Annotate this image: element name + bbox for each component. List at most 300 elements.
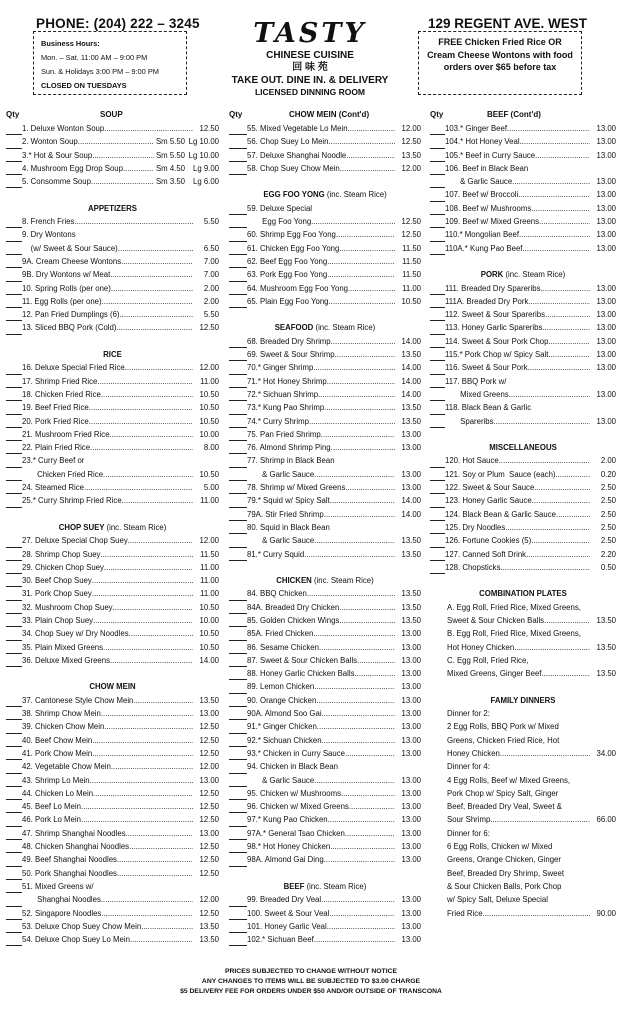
menu-item[interactable] <box>6 880 219 893</box>
qty-blank[interactable] <box>229 512 247 521</box>
menu-item[interactable] <box>430 188 616 201</box>
qty-blank[interactable] <box>229 791 247 800</box>
menu-item[interactable] <box>229 587 421 600</box>
qty-blank[interactable] <box>6 233 22 242</box>
menu-item[interactable] <box>6 162 219 175</box>
menu-item[interactable] <box>229 295 421 308</box>
menu-item[interactable] <box>6 920 219 933</box>
qty-blank[interactable] <box>6 140 22 149</box>
qty-blank[interactable] <box>229 632 247 641</box>
menu-item[interactable] <box>229 481 421 494</box>
menu-item[interactable] <box>6 587 219 600</box>
qty-blank[interactable] <box>229 166 247 175</box>
qty-blank[interactable] <box>229 392 247 401</box>
qty-blank[interactable] <box>430 366 445 375</box>
menu-item[interactable] <box>430 162 616 175</box>
menu-item[interactable] <box>229 760 421 773</box>
menu-item[interactable] <box>229 667 421 680</box>
menu-item[interactable] <box>6 295 219 308</box>
menu-item[interactable] <box>430 135 616 148</box>
menu-item[interactable] <box>229 548 421 561</box>
menu-item[interactable] <box>229 162 421 175</box>
menu-item[interactable] <box>430 228 616 241</box>
qty-blank[interactable] <box>6 618 22 627</box>
qty-blank[interactable] <box>229 911 247 920</box>
menu-item[interactable] <box>229 361 421 374</box>
menu-item[interactable] <box>6 149 219 162</box>
qty-blank[interactable] <box>6 818 22 827</box>
menu-item[interactable] <box>229 614 421 627</box>
qty-blank[interactable] <box>430 565 445 574</box>
menu-item[interactable] <box>430 747 616 760</box>
menu-item[interactable] <box>6 933 219 946</box>
menu-item[interactable] <box>6 308 219 321</box>
menu-item[interactable] <box>430 388 616 401</box>
qty-blank[interactable] <box>6 738 22 747</box>
qty-blank[interactable] <box>229 711 247 720</box>
menu-item[interactable] <box>430 401 616 414</box>
menu-item[interactable] <box>229 707 421 720</box>
menu-item[interactable] <box>430 827 616 840</box>
menu-item[interactable] <box>430 335 616 348</box>
menu-item[interactable] <box>430 494 616 507</box>
qty-blank[interactable] <box>229 525 247 534</box>
menu-item[interactable] <box>229 920 421 933</box>
menu-item[interactable] <box>6 228 219 241</box>
qty-blank[interactable] <box>6 312 22 321</box>
menu-item[interactable] <box>6 375 219 388</box>
menu-item[interactable] <box>229 228 421 241</box>
qty-blank[interactable] <box>229 406 247 415</box>
menu-item[interactable] <box>6 614 219 627</box>
qty-blank[interactable] <box>430 512 445 521</box>
qty-blank[interactable] <box>430 472 445 481</box>
qty-blank[interactable] <box>6 445 22 454</box>
menu-item[interactable] <box>430 149 616 162</box>
menu-item[interactable] <box>430 667 616 680</box>
qty-blank[interactable] <box>430 499 445 508</box>
qty-blank[interactable] <box>229 778 247 787</box>
qty-blank[interactable] <box>430 539 445 548</box>
menu-item[interactable] <box>229 468 421 481</box>
menu-item[interactable] <box>6 774 219 787</box>
qty-blank[interactable] <box>6 432 22 441</box>
menu-item[interactable] <box>430 202 616 215</box>
menu-item[interactable] <box>430 375 616 388</box>
menu-item[interactable] <box>6 907 219 920</box>
menu-item[interactable] <box>6 654 219 667</box>
qty-blank[interactable] <box>430 166 445 175</box>
qty-blank[interactable] <box>430 379 445 388</box>
qty-blank[interactable] <box>229 339 247 348</box>
menu-item[interactable] <box>430 508 616 521</box>
menu-item[interactable] <box>430 853 616 866</box>
menu-item[interactable] <box>6 481 219 494</box>
qty-blank[interactable] <box>229 153 247 162</box>
qty-blank[interactable] <box>6 804 22 813</box>
menu-item[interactable] <box>229 627 421 640</box>
qty-blank[interactable] <box>6 472 22 481</box>
qty-blank[interactable] <box>430 406 445 415</box>
menu-item[interactable] <box>229 641 421 654</box>
qty-blank[interactable] <box>6 166 22 175</box>
qty-blank[interactable] <box>229 273 247 282</box>
qty-blank[interactable] <box>430 299 445 308</box>
qty-blank[interactable] <box>6 578 22 587</box>
menu-item[interactable] <box>6 720 219 733</box>
menu-item[interactable] <box>6 268 219 281</box>
menu-item[interactable] <box>6 548 219 561</box>
menu-item[interactable] <box>6 707 219 720</box>
menu-item[interactable] <box>430 282 616 295</box>
qty-blank[interactable] <box>430 140 445 149</box>
menu-item[interactable] <box>6 893 219 906</box>
menu-item[interactable] <box>229 335 421 348</box>
menu-item[interactable] <box>430 774 616 787</box>
menu-item[interactable] <box>229 428 421 441</box>
menu-item[interactable] <box>6 574 219 587</box>
menu-item[interactable] <box>430 534 616 547</box>
menu-item[interactable] <box>6 215 219 228</box>
menu-item[interactable] <box>6 175 219 188</box>
menu-item[interactable] <box>430 454 616 467</box>
menu-item[interactable] <box>6 800 219 813</box>
menu-item[interactable] <box>229 747 421 760</box>
qty-blank[interactable] <box>229 592 247 601</box>
menu-item[interactable] <box>430 468 616 481</box>
menu-item[interactable] <box>430 321 616 334</box>
menu-item[interactable] <box>430 893 616 906</box>
menu-item[interactable] <box>6 415 219 428</box>
menu-item[interactable] <box>6 441 219 454</box>
menu-item[interactable] <box>229 282 421 295</box>
menu-item[interactable] <box>430 122 616 135</box>
menu-item[interactable] <box>430 787 616 800</box>
menu-item[interactable] <box>6 135 219 148</box>
menu-item[interactable] <box>430 627 616 640</box>
qty-blank[interactable] <box>229 140 247 149</box>
qty-blank[interactable] <box>6 499 22 508</box>
qty-blank[interactable] <box>430 193 445 202</box>
menu-item[interactable] <box>229 800 421 813</box>
qty-blank[interactable] <box>430 246 445 255</box>
menu-item[interactable] <box>229 813 421 826</box>
menu-item[interactable] <box>6 321 219 334</box>
qty-blank[interactable] <box>6 632 22 641</box>
menu-item[interactable] <box>6 601 219 614</box>
menu-item[interactable] <box>6 242 219 255</box>
qty-blank[interactable] <box>229 605 247 614</box>
menu-item[interactable] <box>229 680 421 693</box>
qty-blank[interactable] <box>229 126 247 135</box>
qty-blank[interactable] <box>430 179 445 188</box>
qty-blank[interactable] <box>6 898 22 907</box>
qty-blank[interactable] <box>6 937 22 946</box>
menu-item[interactable] <box>229 135 421 148</box>
qty-blank[interactable] <box>430 312 445 321</box>
menu-item[interactable] <box>229 348 421 361</box>
menu-item[interactable] <box>430 561 616 574</box>
qty-blank[interactable] <box>229 219 247 228</box>
qty-blank[interactable] <box>430 525 445 534</box>
menu-item[interactable] <box>6 494 219 507</box>
menu-item[interactable] <box>229 215 421 228</box>
menu-item[interactable] <box>6 787 219 800</box>
menu-item[interactable] <box>430 521 616 534</box>
menu-item[interactable] <box>6 401 219 414</box>
qty-blank[interactable] <box>229 246 247 255</box>
menu-item[interactable] <box>430 614 616 627</box>
qty-blank[interactable] <box>229 858 247 867</box>
qty-blank[interactable] <box>229 804 247 813</box>
menu-item[interactable] <box>229 242 421 255</box>
qty-blank[interactable] <box>6 725 22 734</box>
menu-item[interactable] <box>430 840 616 853</box>
menu-item[interactable] <box>6 840 219 853</box>
qty-blank[interactable] <box>6 565 22 574</box>
qty-blank[interactable] <box>229 379 247 388</box>
menu-item[interactable] <box>6 734 219 747</box>
qty-blank[interactable] <box>229 765 247 774</box>
qty-blank[interactable] <box>229 286 247 295</box>
qty-blank[interactable] <box>430 392 445 401</box>
qty-blank[interactable] <box>6 273 22 282</box>
menu-item[interactable] <box>430 601 616 614</box>
qty-blank[interactable] <box>430 219 445 228</box>
qty-blank[interactable] <box>6 605 22 614</box>
menu-item[interactable] <box>6 827 219 840</box>
menu-item[interactable] <box>229 907 421 920</box>
qty-blank[interactable] <box>6 592 22 601</box>
menu-item[interactable] <box>6 282 219 295</box>
qty-blank[interactable] <box>6 884 22 893</box>
qty-blank[interactable] <box>6 299 22 308</box>
qty-blank[interactable] <box>229 698 247 707</box>
menu-item[interactable] <box>6 694 219 707</box>
qty-blank[interactable] <box>229 844 247 853</box>
dot-leader <box>110 428 193 441</box>
menu-item[interactable] <box>430 242 616 255</box>
qty-blank[interactable] <box>6 911 22 920</box>
qty-blank[interactable] <box>430 153 445 162</box>
qty-blank[interactable] <box>229 299 247 308</box>
qty-blank[interactable] <box>6 871 22 880</box>
qty-blank[interactable] <box>229 645 247 654</box>
qty-blank[interactable] <box>6 126 22 135</box>
menu-item[interactable] <box>229 720 421 733</box>
qty-blank[interactable] <box>430 419 445 428</box>
menu-item[interactable] <box>229 787 421 800</box>
qty-blank[interactable] <box>229 685 247 694</box>
menu-item[interactable] <box>430 308 616 321</box>
qty-blank[interactable] <box>6 219 22 228</box>
menu-item[interactable] <box>6 122 219 135</box>
menu-item[interactable] <box>430 720 616 733</box>
qty-blank[interactable] <box>6 698 22 707</box>
qty-blank[interactable] <box>6 552 22 561</box>
menu-item[interactable] <box>430 800 616 813</box>
menu-item[interactable] <box>229 840 421 853</box>
qty-blank[interactable] <box>229 552 247 561</box>
qty-blank[interactable] <box>6 778 22 787</box>
qty-blank[interactable] <box>6 326 22 335</box>
menu-item[interactable] <box>6 627 219 640</box>
qty-blank[interactable] <box>6 924 22 933</box>
qty-blank[interactable] <box>6 392 22 401</box>
qty-blank[interactable] <box>6 259 22 268</box>
qty-blank[interactable] <box>6 379 22 388</box>
menu-item[interactable] <box>430 361 616 374</box>
qty-blank[interactable] <box>229 206 247 215</box>
qty-blank[interactable] <box>430 352 445 361</box>
qty-blank[interactable] <box>229 738 247 747</box>
qty-blank[interactable] <box>6 153 22 162</box>
menu-item[interactable] <box>430 734 616 747</box>
qty-blank[interactable] <box>229 352 247 361</box>
menu-item[interactable] <box>430 880 616 893</box>
menu-item[interactable] <box>6 361 219 374</box>
qty-blank[interactable] <box>6 539 22 548</box>
qty-blank[interactable] <box>229 499 247 508</box>
qty-blank[interactable] <box>6 366 22 375</box>
menu-item[interactable] <box>229 601 421 614</box>
menu-item[interactable] <box>229 255 421 268</box>
qty-blank[interactable] <box>6 831 22 840</box>
qty-blank[interactable] <box>430 126 445 135</box>
menu-item[interactable] <box>229 388 421 401</box>
menu-item[interactable] <box>229 534 421 547</box>
menu-item[interactable] <box>229 853 421 866</box>
menu-item[interactable] <box>229 694 421 707</box>
menu-item[interactable] <box>229 654 421 667</box>
menu-item[interactable] <box>430 348 616 361</box>
menu-item[interactable] <box>6 747 219 760</box>
qty-blank[interactable] <box>229 818 247 827</box>
menu-item[interactable] <box>229 268 421 281</box>
qty-blank[interactable] <box>6 645 22 654</box>
menu-item[interactable] <box>229 827 421 840</box>
menu-item[interactable] <box>229 401 421 414</box>
qty-blank[interactable] <box>6 246 22 255</box>
qty-blank[interactable] <box>430 286 445 295</box>
menu-item[interactable] <box>6 388 219 401</box>
menu-item[interactable] <box>229 933 421 946</box>
menu-item[interactable] <box>430 215 616 228</box>
menu-item[interactable] <box>6 867 219 880</box>
qty-blank[interactable] <box>6 485 22 494</box>
menu-item[interactable] <box>430 481 616 494</box>
qty-blank[interactable] <box>229 472 247 481</box>
menu-item[interactable] <box>430 415 616 428</box>
menu-item[interactable] <box>6 813 219 826</box>
menu-item[interactable] <box>6 468 219 481</box>
phone-number[interactable]: PHONE: (204) 222 – 3245 <box>36 16 200 31</box>
qty-blank[interactable] <box>6 751 22 760</box>
qty-blank[interactable] <box>229 432 247 441</box>
qty-blank[interactable] <box>229 539 247 548</box>
menu-item[interactable] <box>430 867 616 880</box>
qty-blank[interactable] <box>229 366 247 375</box>
qty-blank[interactable] <box>430 233 445 242</box>
qty-blank[interactable] <box>229 233 247 242</box>
qty-blank[interactable] <box>229 259 247 268</box>
qty-blank[interactable] <box>6 286 22 295</box>
qty-blank[interactable] <box>229 658 247 667</box>
menu-item[interactable] <box>229 415 421 428</box>
qty-blank[interactable] <box>229 419 247 428</box>
qty-blank[interactable] <box>229 459 247 468</box>
menu-item[interactable] <box>229 893 421 906</box>
qty-blank[interactable] <box>229 831 247 840</box>
menu-item[interactable] <box>6 428 219 441</box>
qty-blank[interactable] <box>229 751 247 760</box>
qty-blank[interactable] <box>430 206 445 215</box>
qty-blank[interactable] <box>229 725 247 734</box>
qty-blank[interactable] <box>229 937 247 946</box>
menu-item[interactable] <box>229 508 421 521</box>
qty-blank[interactable] <box>430 552 445 561</box>
menu-item[interactable] <box>430 707 616 720</box>
menu-item[interactable] <box>229 734 421 747</box>
menu-item[interactable] <box>430 175 616 188</box>
menu-item[interactable] <box>229 521 421 534</box>
qty-blank[interactable] <box>6 658 22 667</box>
qty-blank[interactable] <box>6 459 22 468</box>
qty-blank[interactable] <box>430 485 445 494</box>
menu-item[interactable] <box>229 202 421 215</box>
qty-blank[interactable] <box>6 858 22 867</box>
menu-item[interactable] <box>6 255 219 268</box>
menu-item[interactable] <box>229 494 421 507</box>
qty-blank[interactable] <box>229 924 247 933</box>
menu-item[interactable] <box>430 907 616 920</box>
menu-item[interactable] <box>229 441 421 454</box>
qty-blank[interactable] <box>430 459 445 468</box>
qty-blank[interactable] <box>6 765 22 774</box>
menu-item[interactable] <box>229 774 421 787</box>
menu-item[interactable] <box>6 760 219 773</box>
qty-blank[interactable] <box>6 791 22 800</box>
qty-blank[interactable] <box>6 406 22 415</box>
menu-item[interactable] <box>430 548 616 561</box>
qty-blank[interactable] <box>229 485 247 494</box>
qty-blank[interactable] <box>430 339 445 348</box>
menu-item[interactable] <box>229 375 421 388</box>
menu-item[interactable] <box>430 760 616 773</box>
qty-blank[interactable] <box>229 898 247 907</box>
menu-item[interactable] <box>6 454 219 467</box>
menu-item[interactable] <box>229 454 421 467</box>
menu-item[interactable] <box>229 149 421 162</box>
qty-blank[interactable] <box>6 419 22 428</box>
menu-item[interactable] <box>229 122 421 135</box>
qty-blank[interactable] <box>229 671 247 680</box>
menu-item[interactable] <box>6 534 219 547</box>
qty-blank[interactable] <box>6 179 22 188</box>
menu-item[interactable] <box>430 641 616 654</box>
qty-blank[interactable] <box>6 711 22 720</box>
menu-item[interactable] <box>6 853 219 866</box>
qty-blank[interactable] <box>229 618 247 627</box>
qty-blank[interactable] <box>430 326 445 335</box>
qty-blank[interactable] <box>6 844 22 853</box>
menu-item[interactable] <box>430 813 616 826</box>
menu-item[interactable] <box>430 295 616 308</box>
qty-blank[interactable] <box>229 445 247 454</box>
menu-item[interactable] <box>6 641 219 654</box>
menu-item[interactable] <box>6 561 219 574</box>
menu-item[interactable] <box>430 654 616 667</box>
